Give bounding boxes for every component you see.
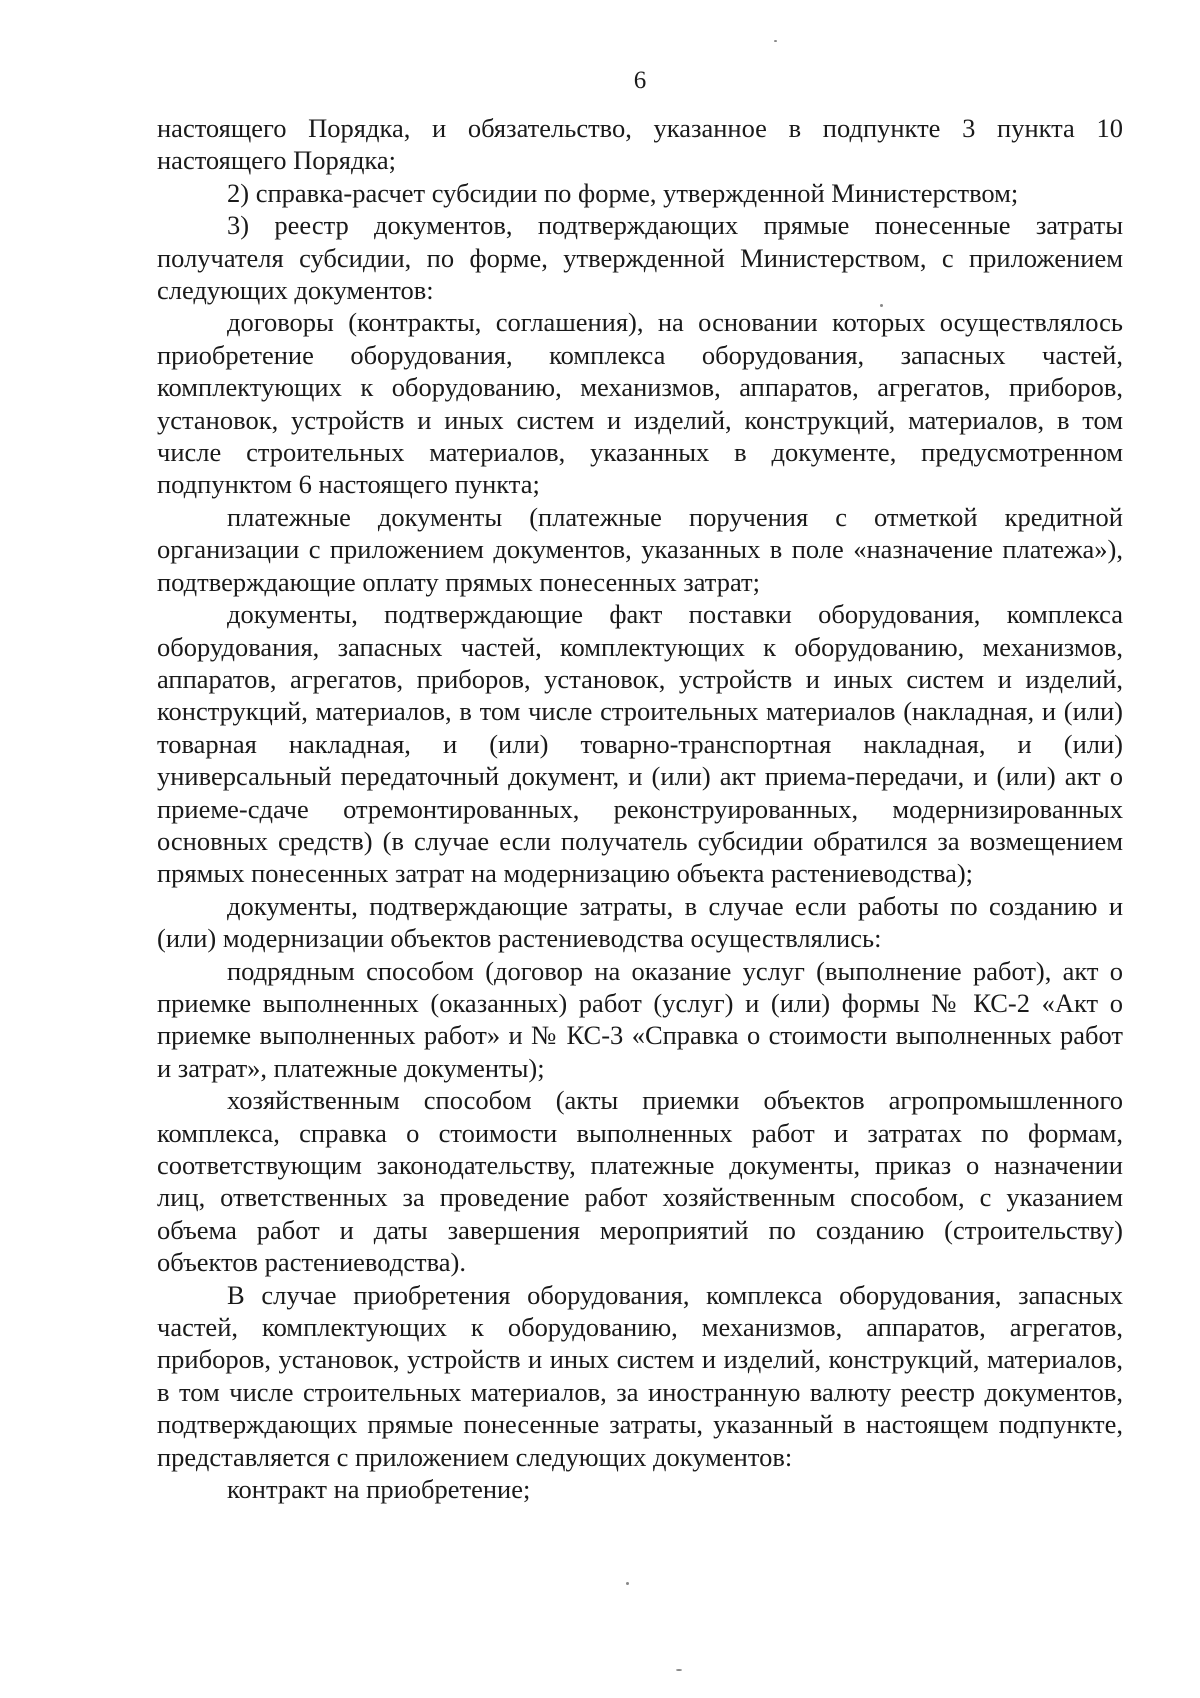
- paragraph-item-3: 3) реестр документов, подтверждающих прямые понесенные затраты получателя субсидии, по форме, утвержденной Министерством, с приложением следующих документов:: [157, 210, 1123, 306]
- paragraph-economic-method: хозяйственным способом (акты приемки объектов агропромышленного комплекса, справка о стоимости выполненных работ и затратах по формам, соответствующим законодательству, платежные документы, приказ о назначении лиц, ответственных за проведение работ хозяйственным способом, с указанием объема работ и даты завершения мероприятий по созданию (строительству) объектов растениеводства).: [157, 1085, 1123, 1278]
- paragraph-delivery-documents: документы, подтверждающие факт поставки оборудования, комплекса оборудования, запасных частей, комплектующих к оборудованию, механизмов, аппаратов, агрегатов, приборов, установок, устройств и иных систем и изделий, конструкций, материалов, в том числе строительных материалов (накладная, и (или) товарная накладная, и (или) товарно-транспортная накладная, и (или) универсальный передаточный документ, и (или) акт приема-передачи, и (или) акт о приеме-сдаче отремонтированных, реконструированных, модернизированных основных средств) (в случае если получатель субсидии обратился за возмещением прямых понесенных затрат на модернизацию объекта растениеводства);: [157, 599, 1123, 889]
- scan-speck: [676, 1669, 682, 1671]
- scan-speck: [774, 40, 777, 42]
- paragraph-payment-documents: платежные документы (платежные поручения с отметкой кредитной организации с приложением документов, указанных в поле «назначение платежа»), подтверждающие оплату прямых понесенных затрат;: [157, 501, 1123, 597]
- scan-speck: [626, 1582, 629, 1585]
- paragraph-purchase-contract: контракт на приобретение;: [227, 1474, 531, 1505]
- page-number: 6: [633, 67, 647, 94]
- document-body: [157, 112, 1123, 1505]
- paragraph-item-2: 2) справка-расчет субсидии по форме, утвержденной Министерством;: [227, 177, 1019, 208]
- paragraph-cost-documents: документы, подтверждающие затраты, в случае если работы по созданию и (или) модернизации объектов растениеводства осуществлялись:: [157, 890, 1123, 954]
- scan-speck: [880, 304, 883, 307]
- paragraph-continuation: настоящего Порядка, и обязательство, указанное в подпункте 3 пункта 10 настоящего Порядка;: [157, 113, 1123, 176]
- paragraph-foreign-currency: В случае приобретения оборудования, комплекса оборудования, запасных частей, комплектующих к оборудованию, механизмов, аппаратов, агрегатов, приборов, установок, устройств и иных систем и изделий, конструкций, материалов, в том числе строительных материалов, за иностранную валюту реестр документов, подтверждающих прямые понесенные затраты, указанный в настоящем подпункте, представляется с приложением следующих документов:: [157, 1279, 1123, 1472]
- paragraph-contract-method: подрядным способом (договор на оказание услуг (выполнение работ), акт о приемке выполненных (оказанных) работ (услуг) и (или) формы № КС-2 «Акт о приемке выполненных работ» и № КС-3 «Справка о стоимости выполненных работ и затрат», платежные документы);: [157, 955, 1123, 1083]
- paragraph-contracts: договоры (контракты, соглашения), на основании которых осуществлялось приобретение оборудования, комплекса оборудования, запасных частей, комплектующих к оборудованию, механизмов, аппаратов, агрегатов, приборов, установок, устройств и иных систем и изделий, конструкций, материалов, в том числе строительных материалов, указанных в документе, предусмотренном подпунктом 6 настоящего пункта;: [157, 307, 1123, 500]
